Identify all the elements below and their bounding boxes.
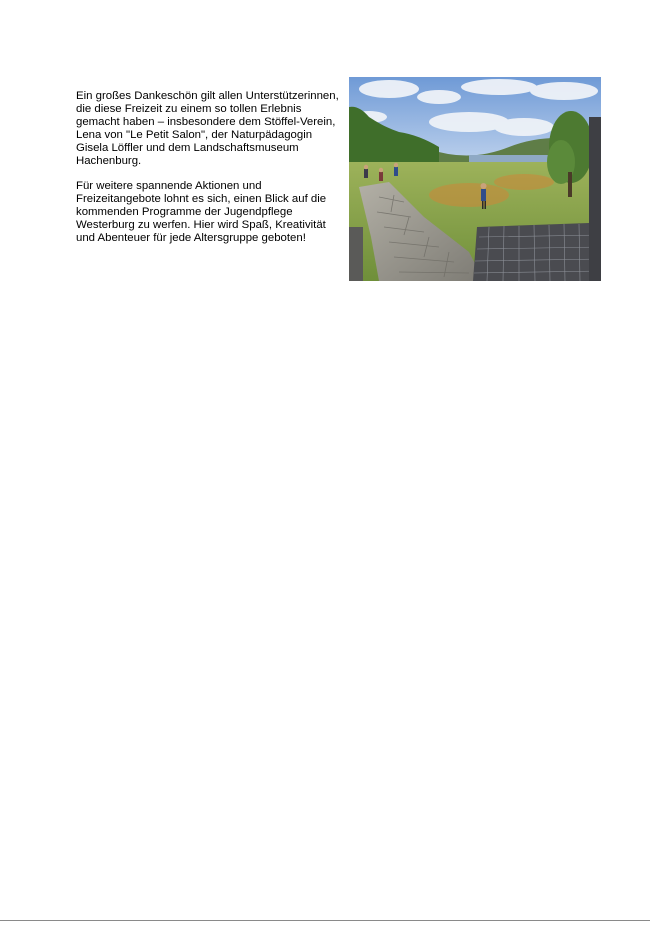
article-text <box>76 90 344 258</box>
photo-left-wall <box>349 227 363 281</box>
landscape-photo <box>349 77 601 281</box>
photo-lake <box>469 155 549 163</box>
outlook-paragraph: Für weitere spannende Aktionen und Freizeitangebote lohnt es sich, einen Blick auf die kommenden Programme der Jugendpflege Westerburg zu werfen. Hier wird Spaß, Kreativität und Abenteuer für jede Altersgruppe geboten! <box>76 180 327 245</box>
page-bottom-rule <box>0 920 650 921</box>
thank-you-paragraph: Ein großes Dankeschön gilt allen Unterstützerinnen, die diese Freizeit zu einem so tollen Erlebnis gemacht haben – insbesondere dem Stöffel-Verein, Lena von "Le Petit Salon", der Naturpädagogin Gisela Löffler und dem Landschaftsmuseum Hachenburg. <box>76 90 339 167</box>
